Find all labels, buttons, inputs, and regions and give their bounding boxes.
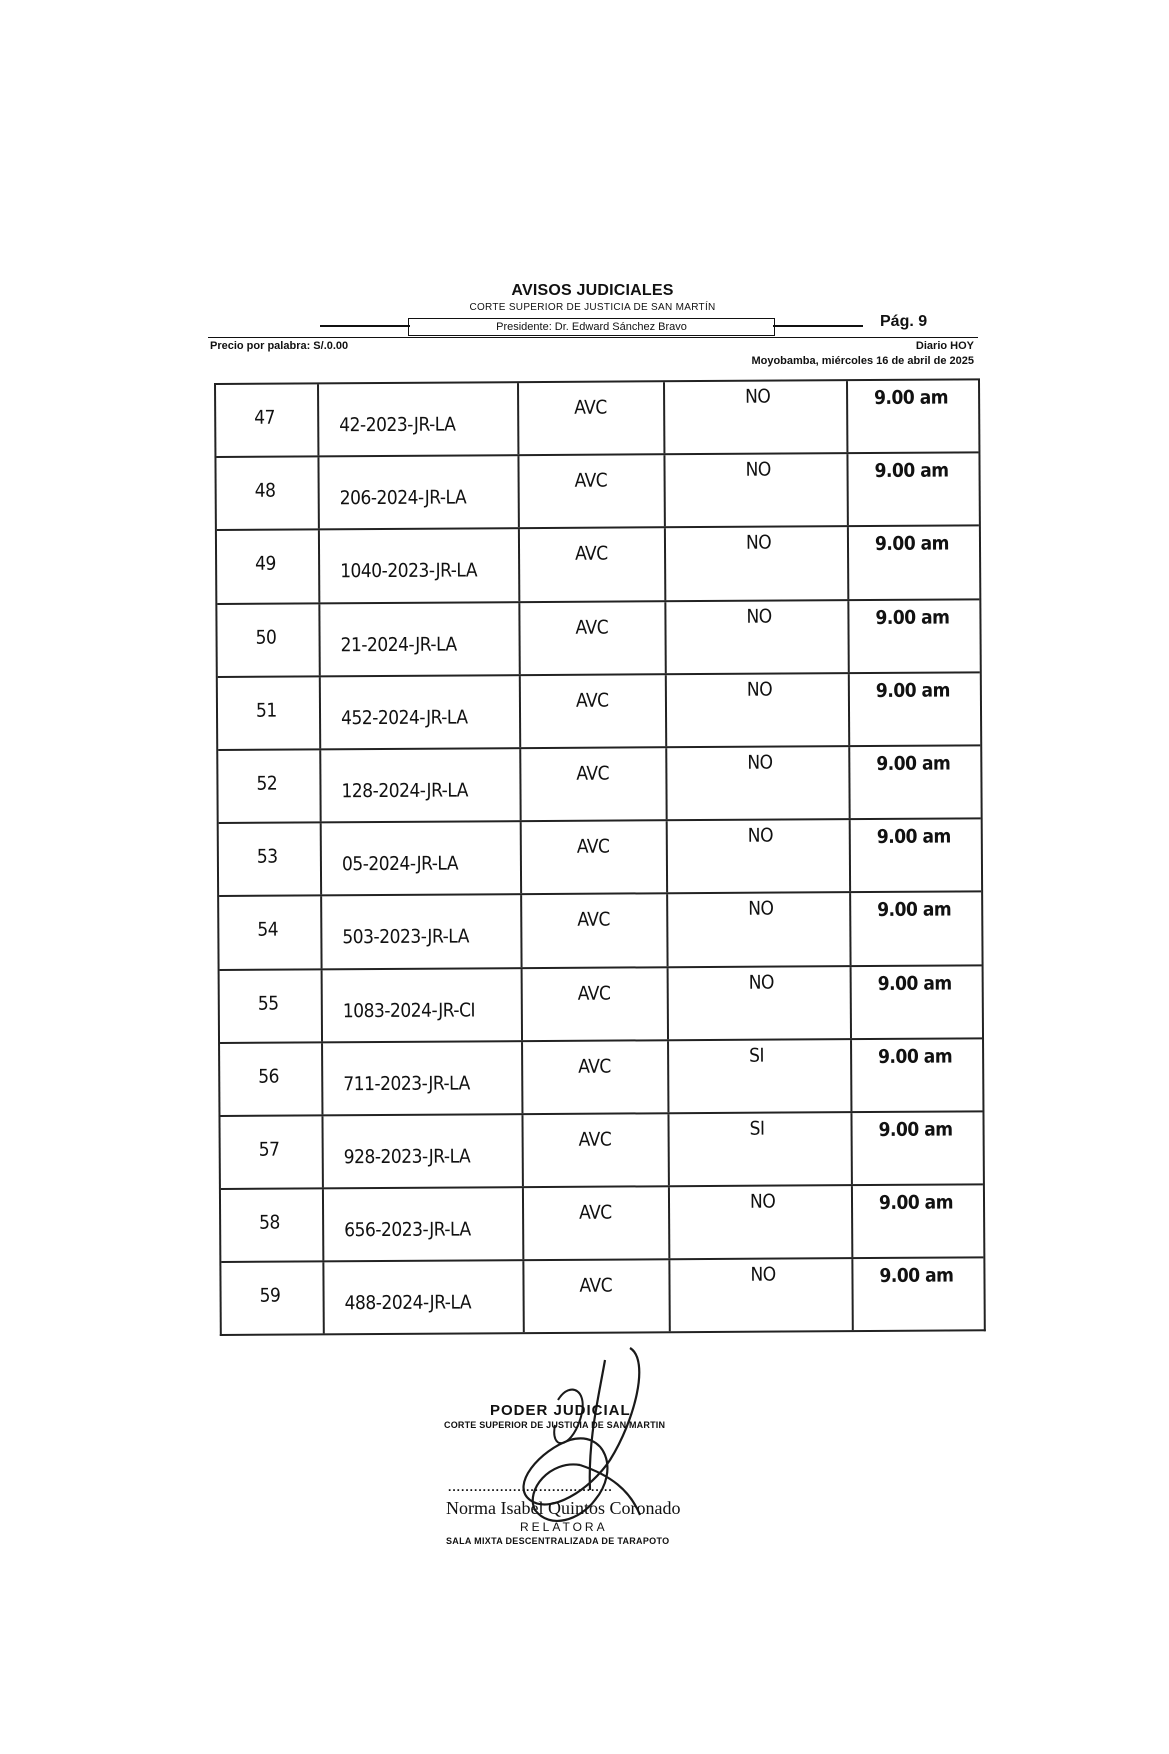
header-subtitle: CORTE SUPERIOR DE JUSTICIA DE SAN MARTÍN (469, 302, 716, 313)
hearing-type-cell (523, 968, 669, 1040)
row-number-cell (220, 1116, 323, 1188)
table-row (217, 598, 979, 676)
stamp-institution: PODER JUDICIAL (490, 1402, 631, 1419)
virtual-flag-cell (667, 747, 850, 819)
hearing-time: 9.00 am (877, 972, 952, 995)
hearing-type-cell (520, 529, 666, 601)
hearing-type-cell (519, 382, 665, 454)
case-number-cell (320, 603, 520, 675)
hearing-time: 9.00 am (878, 1191, 954, 1215)
table-row (219, 891, 981, 969)
case-number-cell (324, 1188, 524, 1260)
newspaper-name: Diario HOY (915, 340, 974, 352)
virtual-flag: NO (746, 605, 772, 628)
hearing-time: 9.00 am (874, 459, 949, 483)
virtual-flag: SI (749, 1044, 765, 1067)
row-number: 49 (255, 553, 276, 576)
virtual-flag: NO (747, 751, 773, 774)
case-number-cell (323, 969, 523, 1041)
hearing-time-cell (851, 819, 979, 891)
hearing-time: 9.00 am (874, 386, 949, 409)
hearing-type: AVC (578, 1128, 612, 1151)
price-label: Precio por palabra: S/.0.00 (210, 340, 349, 352)
hearing-time: 9.00 am (877, 898, 952, 922)
case-number-cell (321, 749, 521, 821)
hearing-time-cell (851, 893, 979, 965)
hearing-type-cell (521, 748, 667, 820)
case-number-cell (323, 1042, 523, 1114)
virtual-flag-cell (670, 1186, 853, 1258)
hearing-time-cell (848, 380, 976, 452)
case-number: 21-2024-JR-LA (340, 633, 457, 656)
header-rule-right (773, 325, 863, 327)
header-top-rule (208, 337, 978, 338)
table-row (220, 964, 982, 1042)
hearing-type-cell (520, 602, 666, 674)
virtual-flag-cell (665, 381, 848, 453)
header-rule-left (320, 325, 410, 327)
hearing-time-cell (853, 1259, 981, 1331)
table-row (221, 1183, 983, 1261)
signature-stamp (430, 1340, 730, 1580)
hearing-type-cell (523, 1041, 669, 1113)
virtual-flag: NO (748, 971, 774, 994)
hearing-time-cell (849, 527, 977, 599)
stamp-role: RELATORA (520, 1520, 608, 1534)
case-number-cell (319, 383, 519, 455)
case-number: 928-2023-JR-LA (343, 1145, 471, 1169)
virtual-flag: NO (749, 1190, 776, 1213)
virtual-flag-cell (668, 820, 851, 892)
case-number: 503-2023-JR-LA (342, 925, 469, 949)
case-number-cell (322, 822, 522, 894)
row-number-cell (220, 970, 323, 1042)
hearing-time: 9.00 am (875, 679, 950, 702)
hearing-time: 9.00 am (879, 1264, 954, 1288)
virtual-flag-cell (669, 1040, 852, 1112)
hearing-time: 9.00 am (876, 825, 951, 849)
case-number: 05-2024-JR-LA (341, 852, 459, 876)
president-label: Presidente: Dr. Edward Sánchez Bravo (408, 318, 775, 336)
table-row (221, 1257, 983, 1335)
hearing-type: AVC (579, 1274, 613, 1298)
row-number: 54 (257, 918, 279, 942)
case-number: 42-2023-JR-LA (339, 413, 456, 437)
hearing-type: AVC (577, 908, 610, 932)
case-number-cell (320, 530, 520, 602)
hearing-type-cell (522, 895, 668, 967)
row-number-cell (221, 1189, 324, 1261)
hearing-type: AVC (577, 982, 611, 1005)
case-number: 206-2024-JR-LA (339, 486, 467, 510)
hearing-time-cell (849, 600, 977, 672)
table-row (220, 1110, 982, 1188)
hearing-type: AVC (574, 542, 608, 566)
hearing-type: AVC (575, 616, 609, 639)
hearing-type: AVC (574, 396, 607, 419)
case-number: 656-2023-JR-LA (344, 1218, 471, 1242)
row-number-cell (216, 384, 319, 456)
case-number-cell (319, 456, 519, 528)
hearing-type-cell (522, 821, 668, 893)
row-number-cell (218, 677, 321, 749)
virtual-flag: NO (750, 1263, 776, 1286)
hearing-time-cell (852, 966, 980, 1038)
row-number: 51 (255, 699, 277, 722)
virtual-flag-cell (670, 1259, 853, 1331)
hearing-table (214, 378, 986, 1336)
hearing-time: 9.00 am (876, 752, 951, 775)
virtual-flag-cell (668, 893, 851, 965)
page-number: Pág. 9 (880, 313, 928, 330)
case-number: 488-2024-JR-LA (344, 1291, 472, 1315)
row-number: 55 (257, 992, 279, 1015)
hearing-time: 9.00 am (878, 1118, 953, 1141)
case-number-cell (321, 676, 521, 748)
hearing-time-cell (852, 1112, 980, 1184)
hearing-type-cell (521, 675, 667, 747)
row-number-cell (218, 750, 321, 822)
row-number: 56 (258, 1065, 280, 1088)
table-row (217, 525, 979, 603)
hearing-time-cell (850, 746, 978, 818)
row-number: 53 (256, 845, 278, 868)
case-number-cell (322, 895, 522, 967)
hearing-time-cell (852, 1039, 980, 1111)
header-title: AVISOS JUDICIALES (511, 282, 674, 299)
case-number: 1040-2023-JR-LA (340, 559, 478, 583)
stamp-dotted-line: ...................................... (448, 1480, 613, 1494)
row-number: 50 (255, 626, 277, 649)
table-row (216, 452, 978, 530)
case-number: 1083-2024-JR-CI (342, 998, 476, 1022)
virtual-flag: NO (747, 824, 774, 847)
case-number: 128-2024-JR-LA (341, 779, 469, 803)
hearing-type-cell (524, 1260, 670, 1332)
virtual-flag: NO (748, 897, 774, 921)
row-number: 48 (254, 479, 276, 502)
hearing-time-cell (853, 1185, 981, 1257)
virtual-flag: NO (745, 458, 771, 481)
table-row (219, 817, 981, 895)
hearing-type: AVC (578, 1055, 611, 1078)
hearing-type-cell (523, 1114, 669, 1186)
table-row (218, 671, 980, 749)
row-number: 58 (259, 1211, 280, 1234)
virtual-flag: NO (745, 385, 771, 408)
hearing-type: AVC (576, 762, 610, 785)
stamp-court: CORTE SUPERIOR DE JUSTICIA DE SAN MARTIN (444, 1420, 666, 1430)
city-date: Moyobamba, miércoles 16 de abril de 2025 (751, 355, 974, 367)
virtual-flag-cell (669, 967, 852, 1039)
hearing-time: 9.00 am (874, 532, 950, 556)
row-number-cell (220, 1043, 323, 1115)
virtual-flag-cell (666, 601, 849, 673)
hearing-type-cell (524, 1187, 670, 1259)
table-row (220, 1037, 982, 1115)
hearing-time-cell (850, 673, 978, 745)
case-number-cell (323, 1115, 523, 1187)
row-number-cell (217, 604, 320, 676)
row-number-cell (221, 1263, 324, 1335)
virtual-flag-cell (667, 674, 850, 746)
hearing-time-cell (848, 454, 976, 526)
row-number-cell (219, 897, 322, 969)
table-row (216, 378, 978, 456)
hearing-type: AVC (579, 1201, 612, 1224)
virtual-flag-cell (669, 1113, 852, 1185)
hearing-type: AVC (575, 689, 609, 712)
hearing-time: 9.00 am (878, 1045, 953, 1068)
case-number: 711-2023-JR-LA (343, 1072, 470, 1095)
table-row (218, 744, 980, 822)
case-number-cell (324, 1261, 524, 1333)
virtual-flag: NO (745, 531, 772, 555)
hearing-time: 9.00 am (875, 606, 950, 629)
row-number: 57 (258, 1138, 280, 1161)
virtual-flag-cell (666, 527, 849, 599)
row-number: 47 (254, 406, 276, 429)
row-number-cell (216, 458, 319, 530)
hearing-type: AVC (576, 835, 610, 858)
case-number: 452-2024-JR-LA (340, 706, 468, 729)
stamp-signer-name: Norma Isabel Quintos Coronado (446, 1498, 681, 1518)
hearing-type: AVC (574, 469, 608, 492)
row-number-cell (217, 531, 320, 603)
row-number: 52 (256, 772, 278, 795)
virtual-flag: SI (749, 1117, 765, 1140)
row-number: 59 (259, 1284, 281, 1307)
virtual-flag-cell (665, 454, 848, 526)
virtual-flag: NO (746, 678, 773, 701)
row-number-cell (219, 823, 322, 895)
hearing-type-cell (519, 455, 665, 527)
stamp-office: SALA MIXTA DESCENTRALIZADA DE TARAPOTO (446, 1536, 670, 1546)
